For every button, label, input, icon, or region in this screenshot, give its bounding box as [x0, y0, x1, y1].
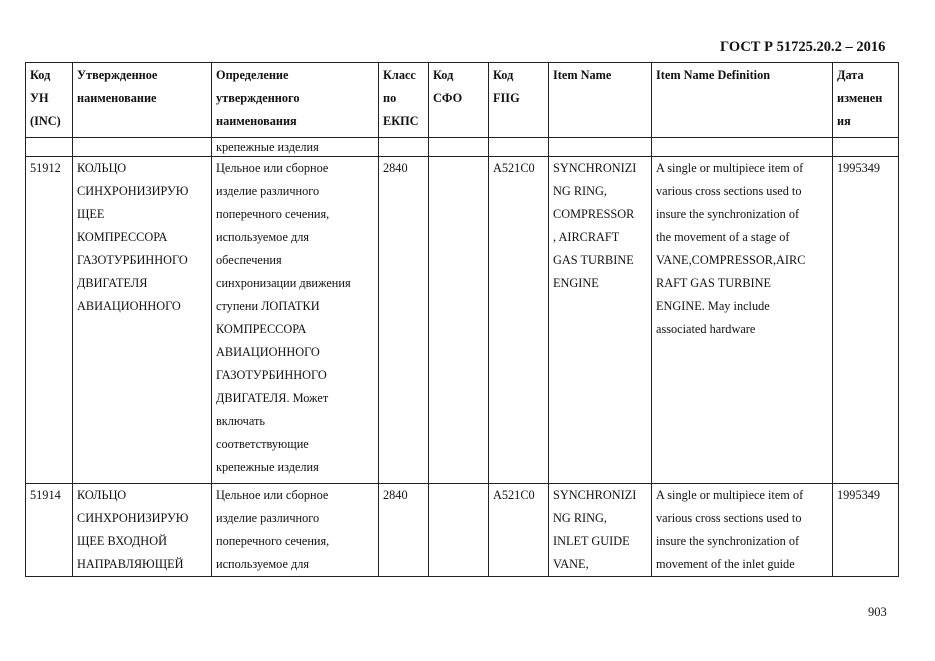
text-line: утвержденного: [216, 91, 300, 105]
text-line: ЕКПС: [383, 114, 419, 128]
column-header: [26, 63, 73, 138]
item-names-table: [25, 62, 899, 577]
text-line: COMPRESSOR: [553, 207, 635, 221]
text-line: VANE,: [553, 557, 589, 571]
text-line: ЩЕЕ: [77, 207, 105, 221]
text-line: Код: [433, 68, 454, 82]
text-line: КОЛЬЦО: [77, 161, 127, 175]
column-header: [73, 63, 212, 138]
text-line: ENGINE: [553, 276, 599, 290]
text-line: изделие различного: [216, 184, 320, 198]
text-line: SYNCHRONIZI: [553, 488, 637, 502]
text-line: соответствующие: [216, 437, 309, 451]
text-line: поперечного сечения,: [216, 207, 330, 221]
text-line: insure the synchronization of: [656, 534, 800, 548]
text-line: ступени ЛОПАТКИ: [216, 299, 320, 313]
item-definition-cell: [652, 157, 833, 484]
page-number: 903: [868, 605, 887, 619]
text-line: обеспечения: [216, 253, 282, 267]
text-line: insure the synchronization of: [656, 207, 800, 221]
column-header: [549, 63, 652, 138]
text-line: (INC): [30, 114, 61, 128]
date-cell: 1995349: [833, 157, 899, 484]
text-line: синхронизации движения: [216, 276, 351, 290]
sfo-cell: [429, 484, 489, 577]
text-line: Код: [493, 68, 514, 82]
text-line: SYNCHRONIZI: [553, 161, 637, 175]
column-header: [833, 63, 899, 138]
text-line: наименование: [77, 91, 157, 105]
text-line: ENGINE. May include: [656, 299, 770, 313]
text-line: КОЛЬЦО: [77, 488, 127, 502]
fiig-cell: A521C0: [489, 484, 549, 577]
text-line: associated hardware: [656, 322, 756, 336]
text-line: Код: [30, 68, 51, 82]
text-line: INLET GUIDE: [553, 534, 630, 548]
text-line: ГАЗОТУРБИННОГО: [216, 368, 327, 382]
text-line: включать: [216, 414, 265, 428]
text-line: NG RING,: [553, 511, 607, 525]
text-line: ГАЗОТУРБИННОГО: [77, 253, 188, 267]
text-line: GAS TURBINE: [553, 253, 634, 267]
definition-cell: [212, 138, 379, 157]
text-line: УН: [30, 91, 49, 105]
text-line: наименования: [216, 114, 297, 128]
text-line: изменен: [837, 91, 883, 105]
text-line: поперечного сечения,: [216, 534, 330, 548]
text-line: НАПРАВЛЯЮЩЕЙ: [77, 557, 184, 571]
text-line: ЩЕЕ ВХОДНОЙ: [77, 534, 167, 548]
text-line: СИНХРОНИЗИРУЮ: [77, 184, 189, 198]
definition-cell: [212, 484, 379, 577]
text-line: Определение: [216, 68, 289, 82]
text-line: ДВИГАТЕЛЯ. Может: [216, 391, 329, 405]
column-header: [212, 63, 379, 138]
text-line: FIIG: [493, 91, 520, 105]
text-line: movement of the inlet guide: [656, 557, 795, 571]
text-line: RAFT GAS TURBINE: [656, 276, 772, 290]
text-line: ия: [837, 114, 851, 128]
class-cell: 2840: [379, 157, 429, 484]
text-line: Дата: [837, 68, 864, 82]
continuation-row: [26, 138, 899, 157]
text-line: КОМПРЕССОРА: [77, 230, 168, 244]
name-cell: [73, 484, 212, 577]
text-line: АВИАЦИОННОГО: [77, 299, 181, 313]
class-cell: 2840: [379, 484, 429, 577]
text-line: NG RING,: [553, 184, 607, 198]
text-line: various cross sections used to: [656, 184, 802, 198]
text-line: используемое для: [216, 557, 310, 571]
text-line: A single or multipiece item of: [656, 161, 804, 175]
item-definition-cell: [652, 484, 833, 577]
text-line: ДВИГАТЕЛЯ: [77, 276, 148, 290]
text-line: КОМПРЕССОРА: [216, 322, 307, 336]
definition-cell: [212, 157, 379, 484]
text-line: A single or multipiece item of: [656, 488, 804, 502]
text-line: Item Name: [553, 68, 612, 82]
item-name-cell: [549, 157, 652, 484]
table-row: [26, 157, 899, 484]
text-line: СФО: [433, 91, 463, 105]
table-header-row: [26, 63, 899, 138]
date-cell: 1995349: [833, 484, 899, 577]
text-line: Утвержденное: [77, 68, 158, 82]
text-line: various cross sections used to: [656, 511, 802, 525]
item-name-cell: [549, 484, 652, 577]
column-header: [429, 63, 489, 138]
column-header: [379, 63, 429, 138]
table-row: [26, 484, 899, 577]
name-cell: [73, 157, 212, 484]
text-line: Цельное или сборное: [216, 161, 329, 175]
text-line: крепежные изделия: [216, 140, 319, 154]
column-header: [489, 63, 549, 138]
text-line: изделие различного: [216, 511, 320, 525]
text-line: СИНХРОНИЗИРУЮ: [77, 511, 189, 525]
sfo-cell: [429, 157, 489, 484]
text-line: VANE,COMPRESSOR,AIRC: [656, 253, 806, 267]
text-line: крепежные изделия: [216, 460, 319, 474]
text-line: the movement of a stage of: [656, 230, 790, 244]
fiig-cell: A521C0: [489, 157, 549, 484]
text-line: , AIRCRAFT: [553, 230, 620, 244]
text-line: Класс: [383, 68, 416, 82]
inc-cell: 51914: [26, 484, 73, 577]
inc-cell: 51912: [26, 157, 73, 484]
text-line: по: [383, 91, 397, 105]
text-line: АВИАЦИОННОГО: [216, 345, 320, 359]
document-header: ГОСТ Р 51725.20.2 – 2016: [720, 39, 886, 55]
column-header: [652, 63, 833, 138]
text-line: Цельное или сборное: [216, 488, 329, 502]
text-line: используемое для: [216, 230, 310, 244]
text-line: Item Name Definition: [656, 68, 771, 82]
